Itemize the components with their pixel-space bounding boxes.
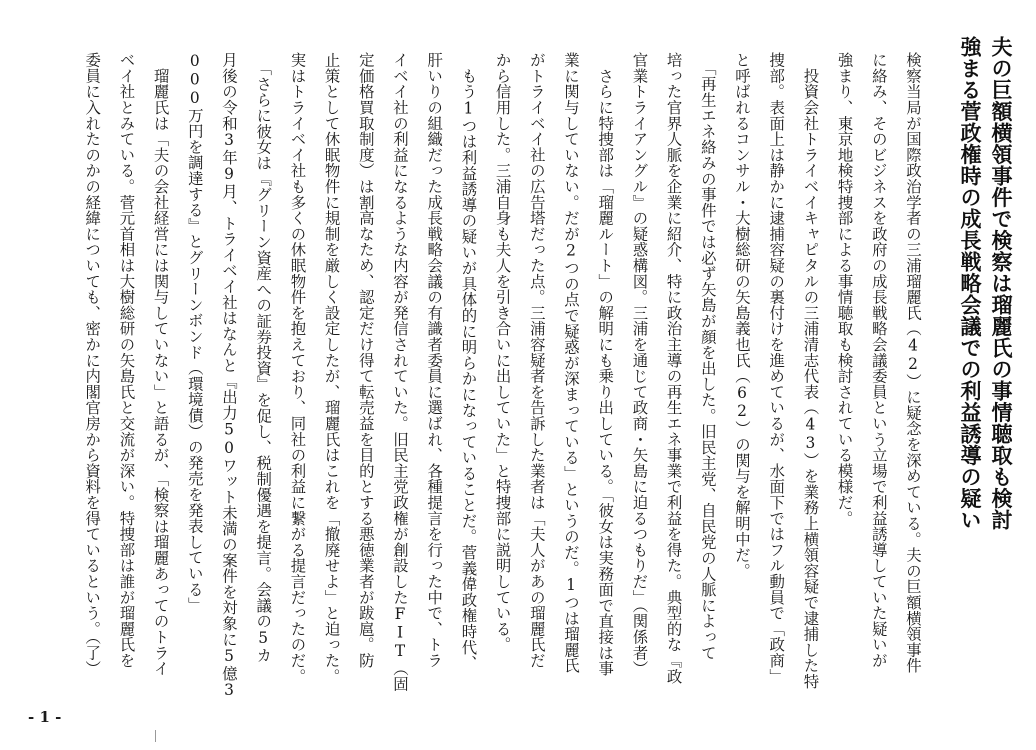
article-column: 培った官界人脈を企業に紹介、特に政治主導の再生エネ事業で利益を得た。典型的な『政 <box>664 52 683 684</box>
article-column: 官業トライアングル』の疑惑構図。三浦を通じて政商・矢島に迫るつもりだ」（関係者） <box>630 52 649 677</box>
article-column: と呼ばれるコンサル・大樹総研の矢島義也氏（62）の関与を解明中だ。 <box>733 52 751 579</box>
headline-line-2: 強まる菅政権時の成長戦略会議での利益誘導の疑い <box>958 36 982 531</box>
scan-artifact <box>155 730 156 742</box>
article-column: がトライベイ社の広告塔だった点。三浦容疑者を告訴した業者は「夫人があの瑠麗氏だ <box>527 52 546 669</box>
article-column: 検察当局が国際政治学者の三浦瑠麗氏（42）に疑念を深めている。夫の巨額横領事件 <box>904 52 922 674</box>
article-column: 月後の令和3年9月、トライベイ社はなんと『出力50ワット未満の案件を対象に5億3 <box>220 52 238 700</box>
article-column: 投資会社トライベイキャピタルの三浦清志代表（43）を業務上横領容疑で逮捕した特 <box>801 52 820 690</box>
article-column: 「再生エネ絡みの事件では必ず矢島が顔を出した。旧民主党、自民党の人脈によって <box>698 52 717 661</box>
article-column: 瑠麗氏は「夫の会社経営には関与していない」と語るが、「検察は瑠麗あってのトライ <box>151 52 170 677</box>
article-column: 000万円を調達する』とグリーンボンド（環境債）の発売を発表している」 <box>185 52 204 613</box>
article-column: さらに特捜部は「瑠麗ルート」の解明にも乗り出している。「彼女は実務面で直接は事 <box>596 52 615 677</box>
article-column: 委員に入れたのかの経緯についても、密かに内閣官房から資料を得ているという。（了） <box>83 52 102 677</box>
article-column: 「さらに彼女は『グリーン資産への証券投資』を促し、税制優遇を提言。会議の5カ <box>254 52 273 664</box>
article-column: 止策として休眠物件に規制を厳しく設定したが、瑠麗氏はこれを「撤廃せよ」と迫った。 <box>322 52 341 684</box>
article-column: 肝いりの組織だった成長戦略会議の有識者委員に選ばれ、各種提言を行った中で、トラ <box>425 52 444 669</box>
article-column: 捜部。表面上は静かに逮捕容疑の裏付けを進めているが、水面下ではフル動員で「政商」 <box>767 52 786 684</box>
article-column: もう1つは利益誘導の疑いが具体的に明らかになっていることだ。菅義偉政権時代、 <box>459 52 478 671</box>
article-column: に絡み、そのビジネスを政府の成長戦略会議委員という立場で利益誘導していた疑いが <box>869 52 888 669</box>
page-number: - 1 - <box>28 708 62 726</box>
headline-line-1: 夫の巨額横領事件で検察は瑠麗氏の事情聴取も検討 <box>989 36 1013 531</box>
article-column: 強まり、東京地検特捜部による事情聴取も検討されている模様だ。 <box>835 52 854 526</box>
article-column: 業に関与していない。だが2つの点で疑惑が深まっている」というのだ。1つは瑠麗氏 <box>562 52 580 674</box>
article-column: ベイ社とみている。菅元首相は大樹総研の矢島氏と交流が深い。特捜部は誰が瑠麗氏を <box>117 52 136 669</box>
article-column: 実はトライベイ社も多くの休眠物件を抱えており、同社の利益に繋がる提言だったのだ。 <box>288 52 307 684</box>
article-column: 定価格買取制度）は割高なため、認定だけ得て転売益を目的とする悪徳業者が跋扈。防 <box>356 52 375 669</box>
article-column: イベイ社の利益になるような内容が発信されていた。旧民主党政権が創設したFIT（固 <box>391 52 409 692</box>
article-column: から信用した。三浦自身も夫人を引き合いに出していた」と特捜部に説明している。 <box>493 52 512 653</box>
